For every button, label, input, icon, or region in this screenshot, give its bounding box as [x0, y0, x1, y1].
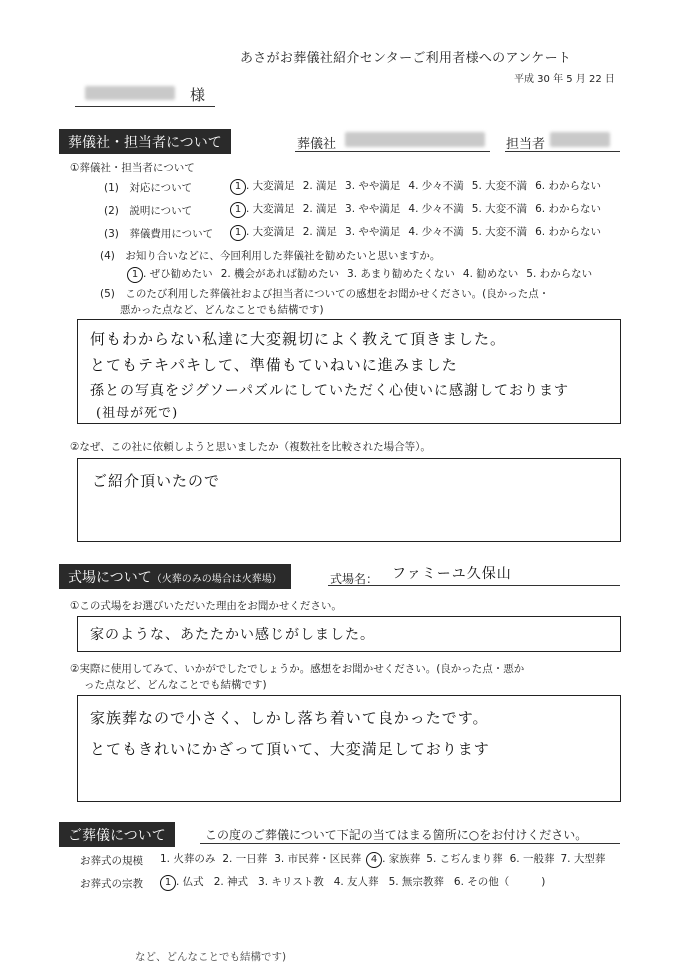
- q1-row2-option-1[interactable]: 1 . 大変満足: [230, 201, 295, 218]
- scale-option-4[interactable]: 4 . 家族葬: [366, 851, 420, 868]
- q1-title: ①葬儀社・担当者について: [70, 162, 195, 174]
- scale-option-7[interactable]: 7. 大型葬: [560, 853, 606, 865]
- q1-row1-option-1[interactable]: 1 . 大変満足: [230, 178, 295, 195]
- q1-row1-option-5[interactable]: 5. 大変不満: [471, 180, 528, 192]
- q2-answer: ご紹介頂いたので: [92, 472, 221, 490]
- q1-row3-option-1[interactable]: 1 . 大変満足: [230, 224, 295, 241]
- venue-q2-answer-line-2: とてもきれいにかざって頂いて、大変満足しております: [90, 740, 490, 758]
- q5-text-line2: 悪かった点など、どんなことでも結構です): [120, 304, 324, 316]
- q1-row3-option-6[interactable]: 6. わからない: [535, 226, 601, 238]
- q2-text: ②なぜ、この社に依頼しようと思いましたか（複数社を比較された場合等）。: [70, 441, 431, 453]
- religion-option-2[interactable]: 2. 神式: [213, 876, 249, 888]
- instruction-underline: [200, 843, 620, 844]
- q1-row-label-2: (2) 説明について: [104, 205, 193, 217]
- venue-name: ファミーユ久保山: [392, 566, 512, 582]
- scale-option-3[interactable]: 3. 市民葬・区民葬: [274, 853, 362, 865]
- section-tab-funeral: ご葬儀について: [59, 822, 175, 847]
- section-tab-venue: [59, 564, 291, 589]
- q1-row-options-2: [230, 201, 601, 218]
- redacted-staff: [550, 132, 610, 147]
- q4-option-3[interactable]: 3. あまり勧めたくない: [347, 268, 455, 280]
- q1-row2-option-3[interactable]: 3. やや満足: [345, 203, 401, 215]
- religion-option-5[interactable]: 5. 無宗教葬: [388, 876, 444, 888]
- q4-options: [127, 266, 592, 283]
- venue-tab-label: 式場について: [68, 570, 152, 586]
- q1-row3-option-3[interactable]: 3. やや満足: [345, 226, 401, 238]
- q1-row2-option-2[interactable]: 2. 満足: [302, 203, 338, 215]
- venue-label: 式場名：: [330, 572, 379, 586]
- venue-q2-text-line2: った点など、どんなことでも結構です): [84, 679, 267, 691]
- survey-date: 平成 30 年 5 月 22 日: [514, 74, 615, 85]
- q4-option-4[interactable]: 4. 勧めない: [462, 268, 519, 280]
- q1-row-options-3: [230, 224, 601, 241]
- q1-row1-selected-circle: 1: [230, 179, 246, 195]
- q5-answer-line-3: 孫との写真をジグソーパズルにしていただく心使いに感謝しております: [90, 383, 570, 399]
- q4-option-1[interactable]: 1 . ぜひ勧めたい: [127, 266, 213, 283]
- q5-text-line1: (5) このたび利用した葬儀社および担当者についての感想をお聞かせください。(良かった点・: [100, 288, 550, 300]
- scale-options: [160, 851, 605, 868]
- religion-option-6[interactable]: 6. その他（: [453, 876, 510, 888]
- religion-option-1[interactable]: 1 . 仏式: [160, 874, 204, 891]
- scale-selected-circle: 4: [366, 852, 382, 868]
- staff-underline: [505, 151, 620, 152]
- q1-row3-option-5[interactable]: 5. 大変不満: [471, 226, 528, 238]
- religion-options: [160, 874, 545, 891]
- survey-title: あさがお葬儀社紹介センターご利用者様へのアンケート: [240, 51, 572, 66]
- q4-option-5[interactable]: 5. わからない: [526, 268, 593, 280]
- venue-q1-text: ①この式場をお選びいただいた理由をお聞かせください。: [70, 600, 342, 612]
- q1-row-label-3: (3) 葬儀費用について: [104, 228, 214, 240]
- q5-answer-line-4: (祖母が死で): [96, 406, 179, 421]
- religion-option-4[interactable]: 4. 友人葬: [333, 876, 379, 888]
- scale-option-6[interactable]: 6. 一般葬: [509, 853, 555, 865]
- q5-answer-line-2: とてもテキパキして、準備もていねいに進みました: [90, 356, 458, 374]
- section-tab-funeral-company: 葬儀社・担当者について: [59, 129, 231, 154]
- scale-option-2[interactable]: 2. 一日葬: [222, 853, 268, 865]
- q1-row2-selected-circle: 1: [230, 202, 246, 218]
- q4-selected-circle: 1: [127, 267, 143, 283]
- scale-label: お葬式の規模: [80, 855, 143, 867]
- venue-underline: [328, 585, 620, 586]
- honorific: 様: [190, 86, 206, 104]
- q1-row1-option-4[interactable]: 4. 少々不満: [408, 180, 464, 192]
- scale-option-5[interactable]: 5. こぢんまり葬: [426, 853, 503, 865]
- funeral-instruction: この度のご葬儀について下記の当てはまる箇所に○をお付けください。: [205, 828, 588, 842]
- scale-option-1[interactable]: 1. 火葬のみ: [160, 853, 216, 865]
- venue-q2-answer-line-1: 家族葬なので小さく、しかし落ち着いて良かったです。: [90, 709, 489, 727]
- company-underline: [295, 151, 490, 152]
- q1-row3-selected-circle: 1: [230, 225, 246, 241]
- redacted-name: [85, 86, 175, 100]
- company-label: 葬儀社: [297, 137, 337, 152]
- q1-row1-option-2[interactable]: 2. 満足: [302, 180, 338, 192]
- venue-q1-answer: 家のような、あたたかい感じがしました。: [90, 627, 375, 643]
- q1-row1-option-3[interactable]: 3. やや満足: [345, 180, 401, 192]
- q4-option-2[interactable]: 2. 機会があれば勧めたい: [220, 268, 340, 280]
- q1-row-options-1: [230, 178, 601, 195]
- q1-row3-option-4[interactable]: 4. 少々不満: [408, 226, 464, 238]
- cutoff-text: など、どんなことでも結構です): [135, 951, 287, 963]
- q1-row3-option-2[interactable]: 2. 満足: [302, 226, 338, 238]
- venue-tab-note: （火葬のみの場合は火葬場）: [151, 574, 282, 585]
- venue-q2-text-line1: ②実際に使用してみて、いかがでしたでしょうか。感想をお聞かせください。(良かった点・悪か: [70, 663, 525, 675]
- staff-label: 担当者: [506, 137, 546, 152]
- q1-row1-option-6[interactable]: 6. わからない: [535, 180, 601, 192]
- religion-label: お葬式の宗教: [80, 878, 143, 890]
- redacted-company: [345, 132, 485, 147]
- religion-option-3[interactable]: 3. キリスト教: [258, 876, 324, 888]
- religion-selected-circle: 1: [160, 875, 176, 891]
- q1-row2-option-5[interactable]: 5. 大変不満: [471, 203, 528, 215]
- q5-answer-line-1: 何もわからない私達に大変親切によく教えて頂きました。: [90, 330, 507, 348]
- q1-row-label-1: (1) 対応について: [104, 182, 193, 194]
- q4-text: (4) お知り合いなどに、今回利用した葬儀社を勧めたいと思いますか。: [100, 250, 441, 262]
- q1-row2-option-4[interactable]: 4. 少々不満: [408, 203, 464, 215]
- name-underline: [75, 106, 215, 107]
- q1-row2-option-6[interactable]: 6. わからない: [535, 203, 601, 215]
- religion-option-7[interactable]: ): [541, 876, 546, 888]
